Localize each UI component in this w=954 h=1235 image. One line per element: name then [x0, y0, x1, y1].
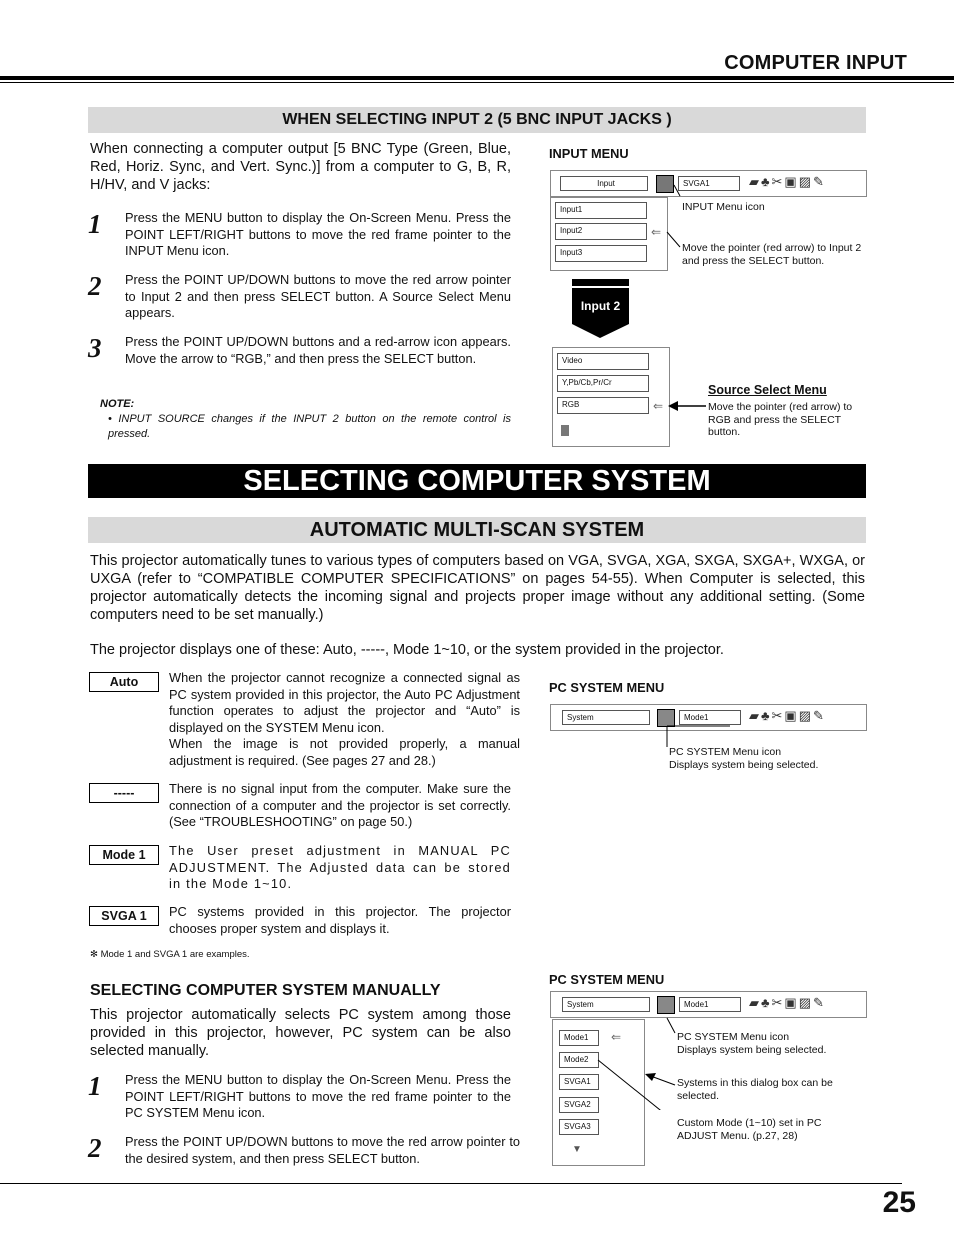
- source-select-title: Source Select Menu: [708, 383, 827, 397]
- source-item: Y,Pb/Cb,Pr/Cr: [557, 375, 649, 392]
- multiscan-para: This projector automatically tunes to various types of computers based on VGA, SVGA, XGA, SXGA, SXGA+, WXGA, or UXGA (refer to “COMPATIBLE COMPUTER SPECIFICATIONS” on pages 54-55). When Computer is selected, this projector automatically detects the incoming signal and projects proper image without any additional setting. (Some computers need to be set manually.): [90, 553, 865, 623]
- mode-desc: The User preset adjustment in MANUAL PC ADJUSTMENT. The Adjusted data can be stored in the Mode 1~10.: [169, 843, 511, 891]
- mode-tag: -----: [89, 783, 159, 803]
- leader-lines: [0, 690, 954, 760]
- step-text: Press the MENU button to display the On-Screen Menu. Press the POINT LEFT/RIGHT buttons to move the red frame pointer to the PC SYSTEM Menu icon.: [125, 1072, 511, 1120]
- step-number: 2: [88, 1133, 102, 1163]
- page-title: SELECTING COMPUTER SYSTEM: [88, 464, 866, 498]
- mode-desc: When the projector cannot recognize a connected signal as PC system provided in this projector, the Auto PC Adjustment function operates to adjust the projector and “Auto” is displayed on the SYSTEM Menu icon. When the image is not provided properly, a manual adjustment is required. (See pages 27 and 28.): [169, 670, 520, 768]
- menu-toolbar-icons: ▰♣✂▣▨✎: [749, 174, 826, 189]
- mode-tag: Auto: [89, 672, 159, 692]
- mode-tag: Mode 1: [89, 845, 159, 865]
- annotation-pc-icon: PC SYSTEM Menu icon Displays system being selected.: [677, 1031, 827, 1056]
- step-number: 3: [88, 333, 102, 363]
- step-text: Press the POINT UP/DOWN buttons and a red-arrow icon appears. Move the arrow to “RGB,” and then press the SELECT button.: [125, 334, 511, 366]
- pc-menu-label: PC SYSTEM MENU: [549, 972, 665, 987]
- page-number: 25: [882, 1186, 916, 1219]
- step-text: Press the POINT UP/DOWN buttons to move the red arrow pointer to the desired system, and then press SELECT button.: [125, 1134, 520, 1166]
- menu-item: Input2: [555, 223, 647, 240]
- annotation-pointer: Move the pointer (red arrow) to Input 2 and press the SELECT button.: [682, 242, 862, 267]
- pointer-arrow-icon: ⇐: [653, 399, 664, 413]
- system-item: SVGA1: [559, 1074, 599, 1090]
- system-item: Mode2: [559, 1052, 599, 1068]
- menu-bar-value: Mode1: [679, 997, 741, 1012]
- menu-bar-label: System: [562, 710, 650, 725]
- input2-band: WHEN SELECTING INPUT 2 (5 BNC INPUT JACKS ): [88, 107, 866, 133]
- pc-menu-label: PC SYSTEM MENU: [549, 680, 665, 695]
- pointer-arrow-icon: ⇐: [611, 1030, 622, 1044]
- step-text: Press the POINT UP/DOWN buttons to move the red arrow pointer to Input 2 and then press SELECT button. A Source Select Menu appears.: [125, 272, 511, 320]
- menu-toolbar-icons: ▰♣✂▣▨✎: [749, 708, 826, 723]
- annotation-custom-mode: Custom Mode (1~10) set in PC ADJUST Menu. (p.27, 28): [677, 1117, 822, 1142]
- manual-title: SELECTING COMPUTER SYSTEM MANUALLY: [90, 982, 441, 999]
- multiscan-para2: The projector displays one of these: Auto, -----, Mode 1~10, or the system provided in the projector.: [90, 642, 724, 658]
- footer-rule: [0, 1183, 902, 1184]
- pc-menu-annotation: PC SYSTEM Menu icon Displays system being selected.: [669, 746, 819, 771]
- auto-multiscan-band: AUTOMATIC MULTI-SCAN SYSTEM: [88, 517, 866, 543]
- source-select-text: Move the pointer (red arrow) to RGB and press the SELECT button.: [708, 401, 853, 438]
- menu-item: Input3: [555, 245, 647, 262]
- step-number: 1: [88, 209, 102, 239]
- menu-item: Input1: [555, 202, 647, 219]
- step-text: Press the MENU button to display the On-Screen Menu. Press the POINT LEFT/RIGHT buttons to move the red frame pointer to the INPUT Menu icon.: [125, 210, 511, 258]
- menu-bar-value: Mode1: [679, 710, 741, 725]
- note-text: • INPUT SOURCE changes if the INPUT 2 button on the remote control is pressed.: [108, 413, 511, 440]
- system-item: SVGA2: [559, 1097, 599, 1113]
- leader-lines: [0, 1000, 954, 1110]
- system-item: SVGA3: [559, 1119, 599, 1135]
- input-menu-label: INPUT MENU: [549, 146, 629, 161]
- annotation-systems: Systems in this dialog box can be selected.: [677, 1077, 833, 1102]
- manual-intro: This projector automatically selects PC system among those provided in this projector, however, PC system can be also selected manually.: [90, 1007, 511, 1059]
- system-item: Mode1: [559, 1030, 599, 1046]
- section-header: COMPUTER INPUT: [724, 52, 907, 74]
- pointer-arrow-icon: ⇐: [651, 225, 662, 239]
- step-number: 2: [88, 271, 102, 301]
- step-number: 1: [88, 1071, 102, 1101]
- menu-toolbar-icons: ▰♣✂▣▨✎: [749, 995, 826, 1010]
- leader-lines: [0, 0, 954, 470]
- menu-bar-value: SVGA1: [678, 176, 740, 191]
- input2-intro: When connecting a computer output [5 BNC Type (Green, Blue, Red, Horiz. Sync, and Vert. Sync.)] from a computer to G, B, R, H/HV, and V jacks:: [90, 141, 511, 193]
- mode-tag: SVGA 1: [89, 906, 159, 926]
- source-item: Video: [557, 353, 649, 370]
- footnote: ✻ Mode 1 and SVGA 1 are examples.: [90, 949, 250, 960]
- source-item: RGB: [557, 397, 649, 414]
- note-title: NOTE:: [100, 398, 135, 410]
- mode-desc: There is no signal input from the computer. Make sure the connection of a computer and the projector is set correctly. (See “TROUBLESHOOTING” on page 50.): [169, 781, 511, 829]
- input2-tag: Input 2: [572, 288, 629, 324]
- mode-desc: PC systems provided in this projector. The projector chooses proper system and displays it.: [169, 904, 511, 936]
- menu-bar-label: System: [562, 997, 650, 1012]
- scroll-down-icon: ▼: [572, 1144, 582, 1155]
- menu-bar-label: Input: [560, 176, 648, 191]
- annotation-input-icon: INPUT Menu icon: [682, 201, 765, 213]
